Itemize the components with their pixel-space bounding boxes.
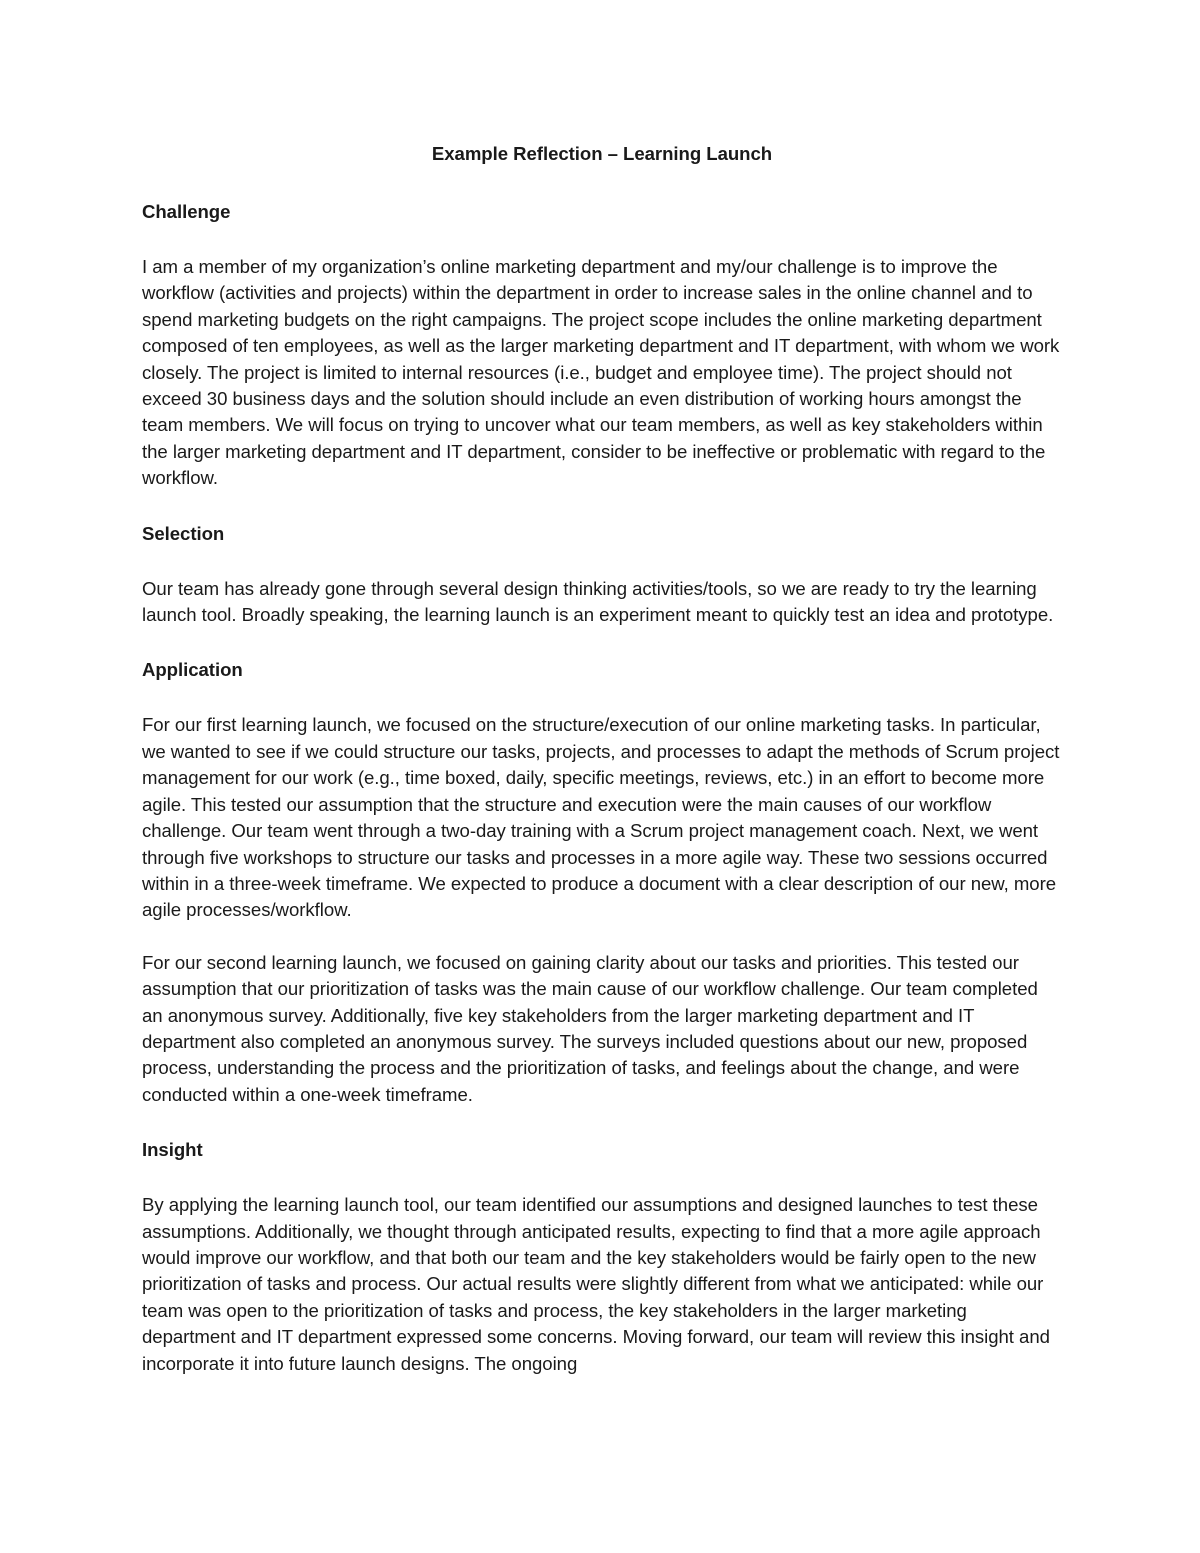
section-heading-selection: Selection (142, 522, 225, 544)
application-paragraph-2: For our second learning launch, we focused on gaining clarity about our tasks and priorities. This tested our assumption that our prioritization of tasks was the main cause of our workflow challenge. Our team completed an anonymous survey. Additionally, five key stakeholders from the larger marketing department and IT department also completed an anonymous survey. The surveys included questions about our new, proposed process, understanding the process and the prioritization of tasks, and feelings about the change, and were conducted within a one-week timeframe. (142, 951, 1038, 1105)
document-page (142, 138, 1062, 1377)
section-heading-challenge: Challenge (142, 201, 231, 222)
document-title: Example Reflection – Learning Launch (431, 143, 773, 164)
section-heading-insight: Insight (142, 1139, 203, 1161)
application-paragraph-1: For our first learning launch, we focused on the structure/execution of our online marketing tasks. In particular, we wanted to see if we could structure our tasks, projects, and processes to adapt the methods of Scrum project management for our work (e.g., time boxed, daily, specific meetings, reviews, etc.) in an effort to become more agile. This tested our assumption that the structure and execution were the main causes of our workflow challenge. Our team went through a two-day training with a Scrum project management coach. Next, we went through five workshops to structure our tasks and processes in a more agile way. These two sessions occurred within in a three-week timeframe. We expected to produce a document with a clear description of our new, more agile processes/workflow. (142, 714, 1060, 921)
insight-paragraph: By applying the learning launch tool, our team identified our assumptions and designed launches to test these assumptions. Additionally, we thought through anticipated results, expecting to find that a more agile approach would improve our workflow, and that both our team and the key stakeholders would be fairly open to the new prioritization of tasks and process. Our actual results were slightly different from what we anticipated: while our team was open to the prioritization of tasks and process, the key stakeholders in the larger marketing department and IT department expressed some concerns. Moving forward, our team will review this insight and incorporate it into future launch designs. The ongoing (142, 1194, 1050, 1374)
section-heading-application: Application (142, 659, 243, 681)
selection-paragraph: Our team has already gone through several design thinking activities/tools, so we are ready to try the learning launch tool. Broadly speaking, the learning launch is an experiment meant to quickly test an idea and prototype. (142, 577, 1054, 626)
challenge-paragraph: I am a member of my organization’s online marketing department and my/our challenge is to improve the workflow (activities and projects) within the department in order to increase sales in the online channel and to spend marketing budgets on the right campaigns. The project scope includes the online marketing department composed of ten employees, as well as the larger marketing department and IT department, with whom we work closely. The project is limited to internal resources (i.e., budget and employee time). The project should not exceed 30 business days and the solution should include an even distribution of working hours amongst the team members. We will focus on trying to uncover what our team members, as well as key stakeholders within the larger marketing department and IT department, consider to be ineffective or problematic with regard to the workflow. (142, 256, 1060, 489)
